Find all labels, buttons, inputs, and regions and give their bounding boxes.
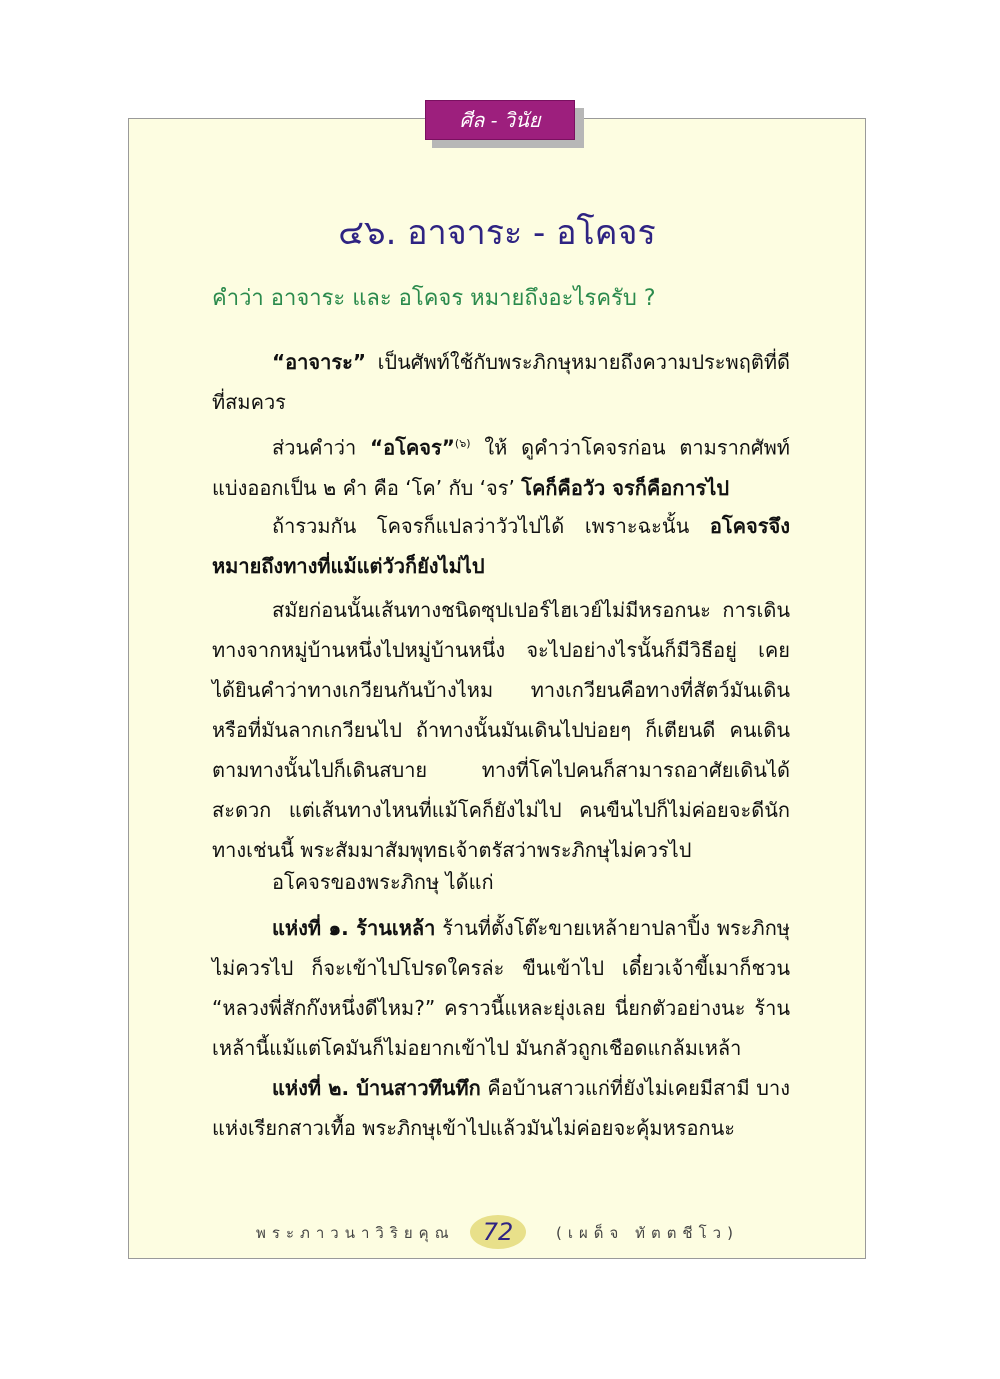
paragraph-2-mid: ให้ ดูคำว่าโคจรก่อน ตามรากศัพท์ แบ่งออกเป็น ๒ คำ คือ ‘โค’ กับ ‘จร’ xyxy=(212,435,790,500)
footnote-ref: (๖) xyxy=(454,437,471,450)
paragraph-2-pre: ส่วนคำว่า xyxy=(272,435,371,460)
paragraph-2 xyxy=(212,424,790,508)
paragraph-2-bold: โคก็คือวัว จรก็คือการไป xyxy=(521,475,730,500)
paragraph-7-text: คือบ้านสาวแก่ที่ยังไม่เคยมีสามี บางแห่งเรียกสาวเทื้อ พระภิกษุเข้าไปแล้วมันไม่ค่อยจะคุ้มหรอกนะ xyxy=(212,1076,790,1140)
paragraph-3-bold: อโคจรจึงหมายถึงทางที่แม้แต่วัวก็ยังไม่ไป xyxy=(212,514,790,578)
footer-author-name: (เผด็จ ทัตตชีโว) xyxy=(556,1224,739,1242)
page-title: ๔๖. อาจาระ - อโคจร xyxy=(338,213,656,253)
paragraph-1-text: เป็นศัพท์ใช้กับพระภิกษุหมายถึงความประพฤติที่ดีที่สมควร xyxy=(212,350,790,414)
term-achara: “อาจาระ” xyxy=(272,350,366,374)
paragraph-7 xyxy=(212,1068,790,1148)
term-agochara: “อโคจร” xyxy=(370,435,455,460)
paragraph-3-text: ถ้ารวมกัน โคจรก็แปลว่าวัวไปได้ เพราะฉะนั้น xyxy=(272,514,710,538)
footer-author: พระภาวนาวิริยคุณ xyxy=(256,1224,455,1242)
paragraph-6 xyxy=(212,908,790,1068)
paragraph-6-text: ร้านที่ตั้งโต๊ะขายเหล้ายาปลาปิ้ง พระภิกษุไม่ควรไป ก็จะเข้าไปโปรดใครล่ะ ขืนเข้าไป เดี๋ยวเจ้าขี้เมาก็ชวน “หลวงพี่สักก๊งหนึ่งดีไหม?” คราวนี้แหละยุ่งเลย นี่ยกตัวอย่างนะ ร้านเหล้านี้แม้แต่โคมันก็ไม่อยากเข้าไป มันกลัวถูกเชือดแกล้มเหล้า xyxy=(212,916,790,1060)
paragraph-1 xyxy=(212,342,790,422)
question-heading: คำว่า อาจาระ และ อโคจร หมายถึงอะไรครับ ? xyxy=(212,286,656,311)
section-tab: ศีล - วินัย xyxy=(425,100,575,140)
paragraph-3 xyxy=(212,506,790,586)
paragraph-5: อโคจรของพระภิกษุ ได้แก่ xyxy=(272,870,494,894)
paragraph-4: สมัยก่อนนั้นเส้นทางชนิดซุปเปอร์ไฮเวย์ไม่มีหรอกนะ การเดินทางจากหมู่บ้านหนึ่งไปหมู่บ้านหนึ่ง จะไปอย่างไรนั้นก็มีวิธีอยู่ เคยได้ยินคำว่าทางเกวียนกันบ้างไหม ทางเกวียนคือทางที่สัตว์มันเดิน หรือที่มันลากเกวียนไป ถ้าทางนั้นมันเดินไปบ่อยๆ ก็เตียนดี คนเดินตามทางนั้นไปก็เดินสบาย ทางที่โคไปคนก็สามารถอาศัยเดินได้สะดวก แต่เส้นทางไหนที่แม้โคก็ยังไม่ไป คนขืนไปก็ไม่ค่อยจะดีนัก ทางเช่นนี้ พระสัมมาสัมพุทธเจ้าตรัสว่าพระภิกษุไม่ควรไป xyxy=(212,598,790,862)
page-footer xyxy=(128,1215,866,1251)
page-number: 72 xyxy=(470,1215,526,1249)
place-1-heading: แห่งที่ ๑. ร้านเหล้า xyxy=(272,916,436,940)
place-2-heading: แห่งที่ ๒. บ้านสาวทึนทึก xyxy=(272,1076,481,1100)
